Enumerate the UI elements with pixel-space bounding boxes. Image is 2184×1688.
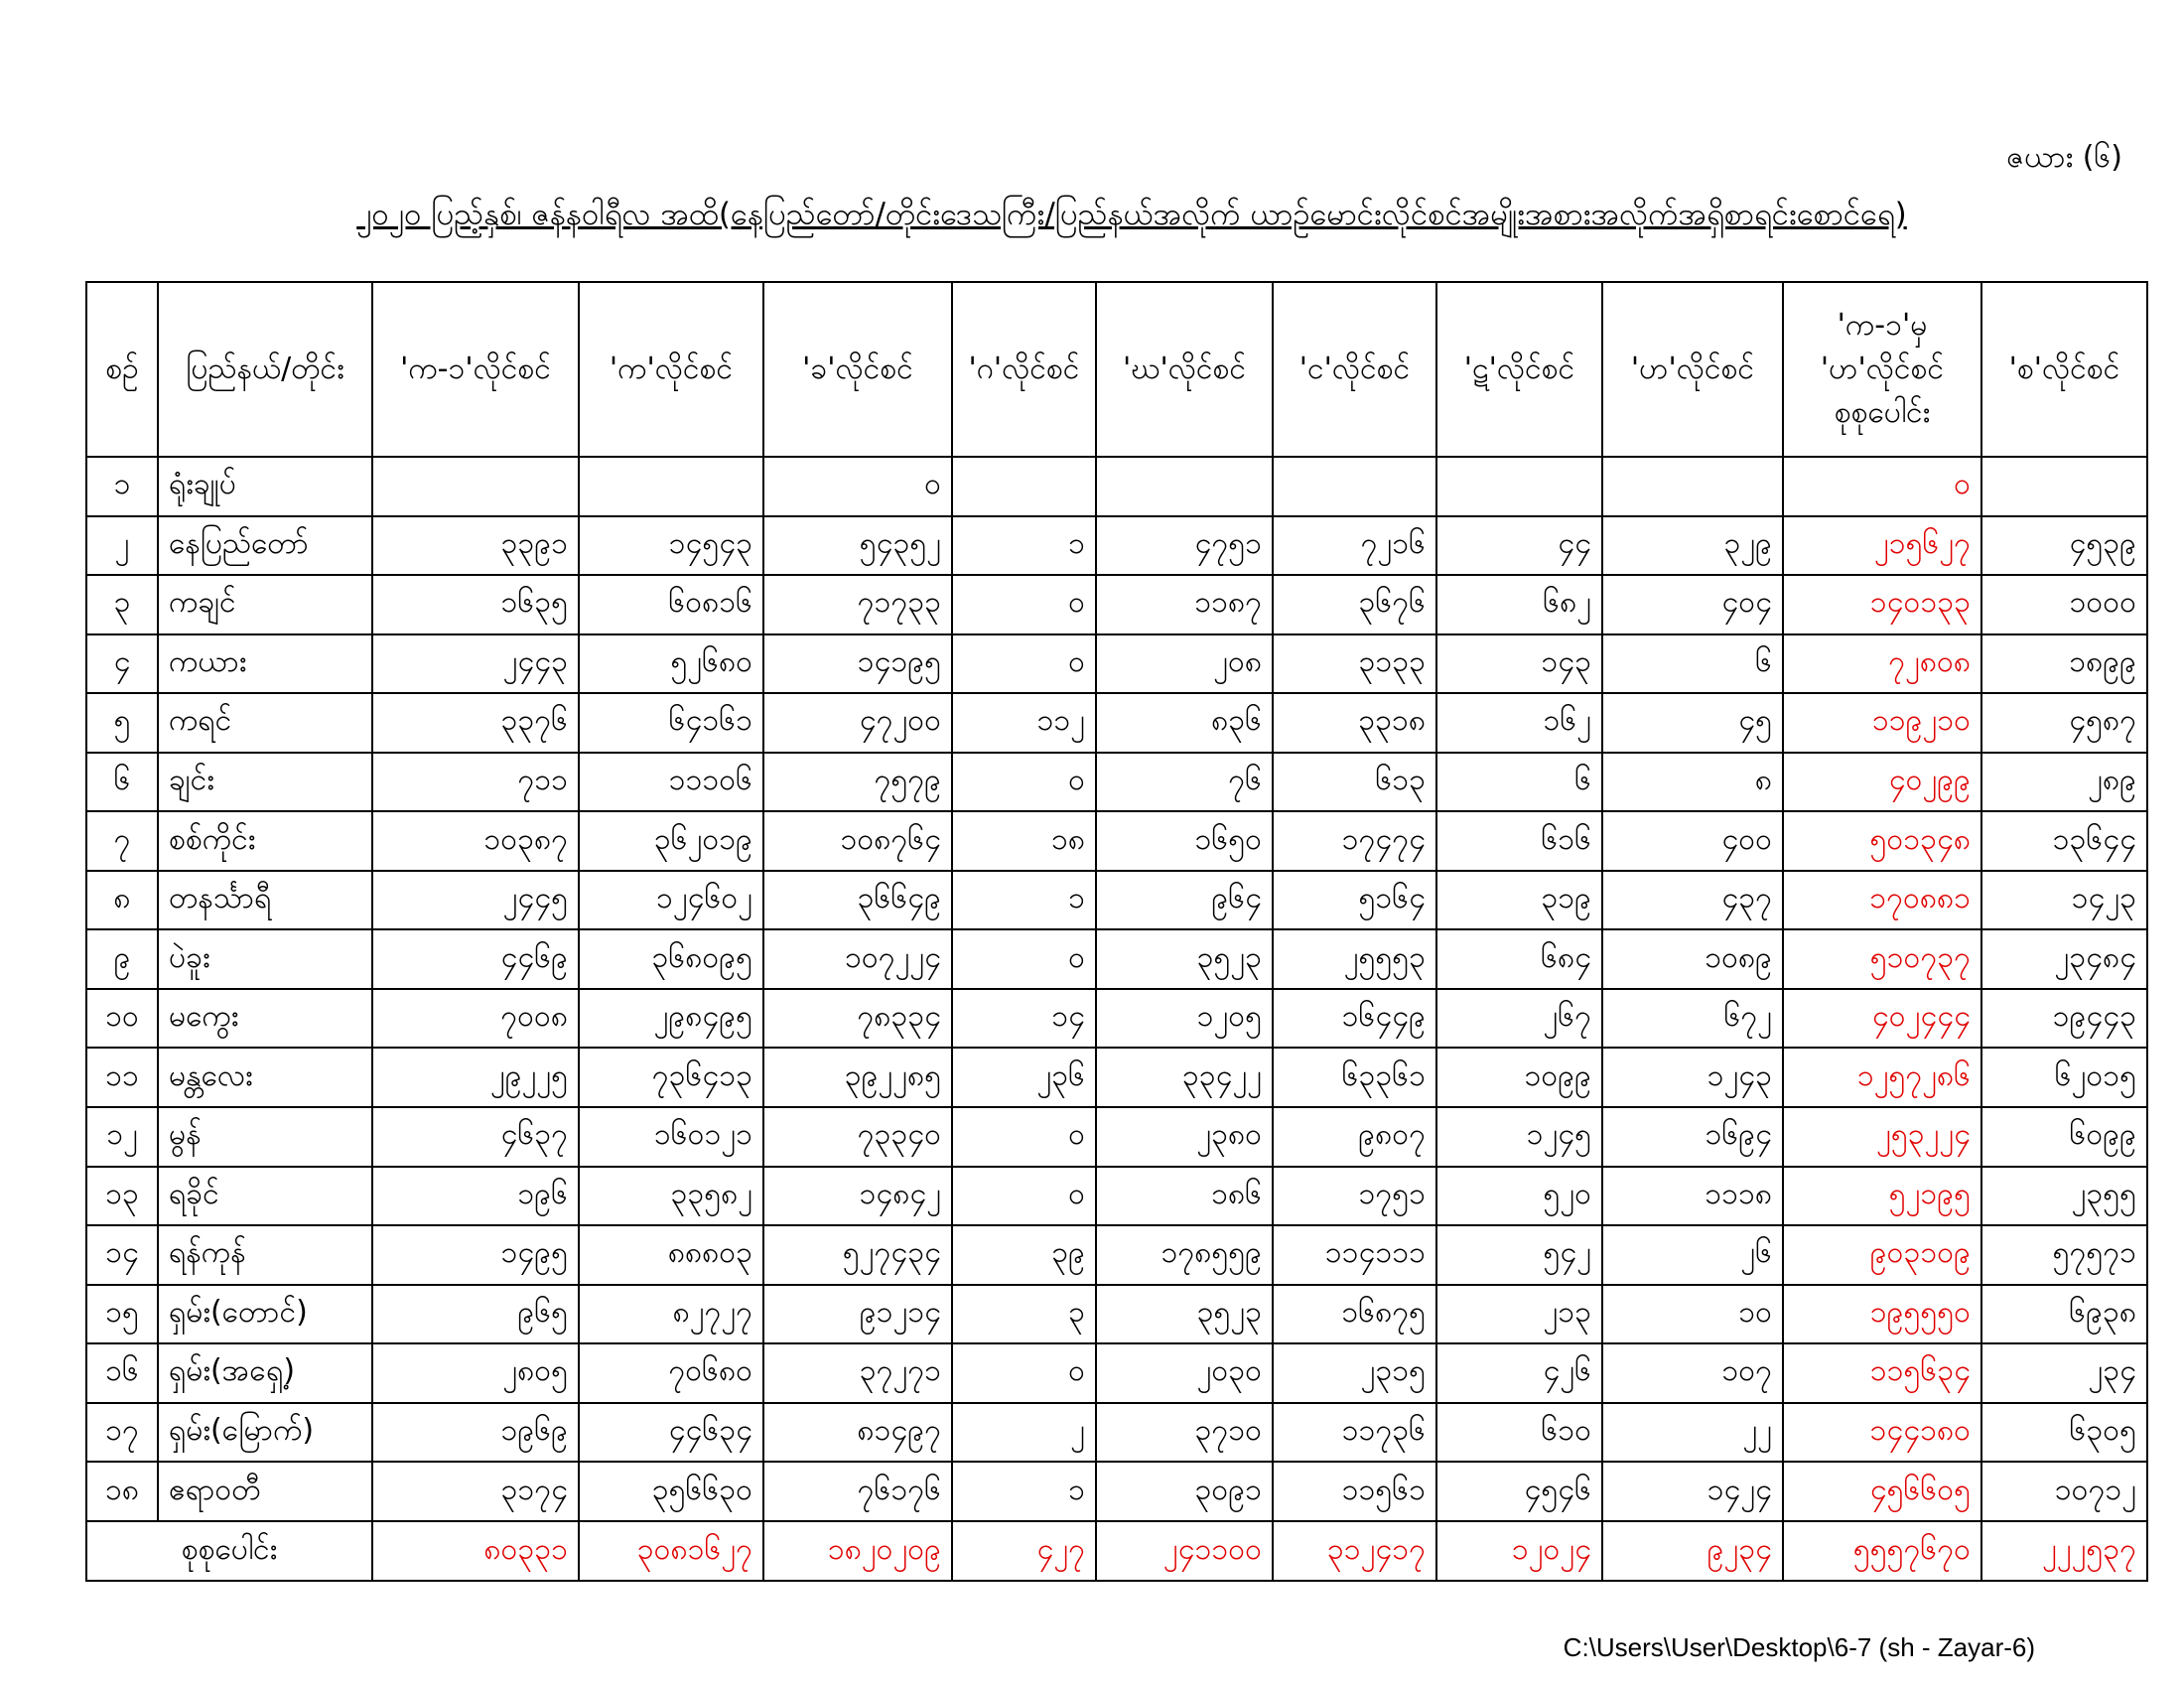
region-cell: တနင်္သာရီ [158,871,372,930]
value-cell: ၁၉၆၉ [372,1403,579,1463]
value-cell: ၂၀၈ [1096,634,1273,694]
value-cell: ၉၆၄ [1096,871,1273,930]
table-row [86,1167,2147,1226]
value-cell: ၄၄၆၃၄ [579,1403,763,1463]
value-cell: ၁၁၈၇ [1096,575,1273,634]
col-header-gha: 'ဃ'လိုင်စင် [1096,282,1273,457]
value-cell: ၁၈၆ [1096,1167,1273,1226]
serial-cell: ၆ [86,753,158,812]
value-cell: ၁ [952,1462,1096,1521]
value-cell: ၄၅ [1602,693,1783,753]
value-cell: ၇၀၀၈ [372,989,579,1049]
table-row [86,1107,2147,1167]
value-cell: ၂၃၄ [1981,1343,2147,1403]
value-cell: ၅၄၃၅၂ [763,516,952,576]
value-cell: ၁၄ [952,989,1096,1049]
value-cell: ၄၀၄ [1602,575,1783,634]
value-cell: ၁၆၅၀ [1096,811,1273,871]
value-cell: ၁၄၉၅ [372,1225,579,1285]
value-cell: ၇၃၃၄၀ [763,1107,952,1167]
value-cell: ၄၆၃၇ [372,1107,579,1167]
value-cell: ၁၁၁၈ [1602,1167,1783,1226]
value-cell: ၆၃၃၆၁ [1273,1048,1436,1107]
table-row [86,1403,2147,1463]
value-cell: ၆၀၉၉ [1981,1107,2147,1167]
value-cell: ၂၉၂၂၅ [372,1048,579,1107]
serial-cell: ၁ [86,457,158,516]
value-cell: ၂၆၇ [1436,989,1602,1049]
serial-cell: ၁၃ [86,1167,158,1226]
value-cell: ၁၉၆ [372,1167,579,1226]
value-cell: ၁၀၇၁၂ [1981,1462,2147,1521]
value-cell: ၃၆၈၀၉၅ [579,929,763,989]
value-cell: ၁၆၂ [1436,693,1602,753]
col-header-ka1: 'က-၁'လိုင်စင် [372,282,579,457]
serial-cell: ၂ [86,516,158,576]
value-cell: ၉၈၀၇ [1273,1107,1436,1167]
value-cell: ၆ [1602,634,1783,694]
value-cell: ၂၃၄၈၄ [1981,929,2147,989]
value-cell: ၉၁၂၁၄ [763,1285,952,1344]
total-label: စုစုပေါင်း [86,1521,372,1581]
serial-cell: ၁၄ [86,1225,158,1285]
total-cell: ၂၄၁၁၀၀ [1096,1521,1273,1581]
table-row [86,1048,2147,1107]
value-cell: ၂၃၈၀ [1096,1107,1273,1167]
region-cell: မကွေး [158,989,372,1049]
value-cell: ၃၅၂၃ [1096,1285,1273,1344]
value-cell: ၅၄၂ [1436,1225,1602,1285]
value-cell: ၃၅၂၃ [1096,929,1273,989]
value-cell: ၀ [952,1107,1096,1167]
row-total-cell: ၅၁၀၇၃၇ [1783,929,1981,989]
col-header-ka: 'က'လိုင်စင် [579,282,763,457]
value-cell: ၃၁၇၄ [372,1462,579,1521]
total-cell: ၃၀၈၁၆၂၇ [579,1521,763,1581]
value-cell: ၂၈၉ [1981,753,2147,812]
value-cell: ၃၆၂၀၁၉ [579,811,763,871]
license-table [85,281,2148,1582]
value-cell: ၁၂၄၅ [1436,1107,1602,1167]
value-cell: ၈၂၇၂၇ [579,1285,763,1344]
region-cell: ရန်ကုန် [158,1225,372,1285]
col-header-region: ပြည်နယ်/တိုင်း [158,282,372,457]
value-cell: ၈၈၈၀၃ [579,1225,763,1285]
serial-cell: ၁၇ [86,1403,158,1463]
table-row [86,516,2147,576]
row-total-cell: ၅၀၁၃၄၈ [1783,811,1981,871]
value-cell: ၁ [952,516,1096,576]
value-cell: ၁၂၄၆၀၂ [579,871,763,930]
value-cell: ၁၈၉၉ [1981,634,2147,694]
value-cell: ၃၉ [952,1225,1096,1285]
row-total-cell: ၄၅၆၆၀၅ [1783,1462,1981,1521]
region-cell: ရှမ်း(တောင်) [158,1285,372,1344]
col-header-tta: 'ဋ'လိုင်စင် [1436,282,1602,457]
value-cell: ၃၃၅၈၂ [579,1167,763,1226]
region-cell: ရုံးချုပ် [158,457,372,516]
value-cell [1602,457,1783,516]
table-row [86,575,2147,634]
col-header-serial: စဉ် [86,282,158,457]
value-cell: ၁၀၃၈၇ [372,811,579,871]
value-cell [372,457,579,516]
value-cell: ၃၃၄၂၂ [1096,1048,1273,1107]
value-cell: ၆၂၀၁၅ [1981,1048,2147,1107]
value-cell: ၂၄၄၅ [372,871,579,930]
region-cell: မန္တလေး [158,1048,372,1107]
value-cell: ၂၃၆ [952,1048,1096,1107]
value-cell: ၇၁၁ [372,753,579,812]
value-cell: ၆ [1436,753,1602,812]
value-cell: ၇၀၆၈၀ [579,1343,763,1403]
value-cell: ၃၃၇၆ [372,693,579,753]
row-total-cell: ၉၀၃၁၀၉ [1783,1225,1981,1285]
value-cell: ၁၀၇ [1602,1343,1783,1403]
value-cell: ၂၉၈၄၉၅ [579,989,763,1049]
value-cell: ၁၇၅၁ [1273,1167,1436,1226]
table-row [86,753,2147,812]
value-cell: ၄၀၀ [1602,811,1783,871]
value-cell: ၁၃၆၄၄ [1981,811,2147,871]
value-cell: ၆၃၀၅ [1981,1403,2147,1463]
table-row [86,1462,2147,1521]
value-cell: ၁၆၉၄ [1602,1107,1783,1167]
value-cell: ၁၁၂ [952,693,1096,753]
value-cell: ၁၄၃ [1436,634,1602,694]
serial-cell: ၈ [86,871,158,930]
value-cell: ၂၈၀၅ [372,1343,579,1403]
value-cell: ၀ [952,929,1096,989]
row-total-cell: ၄၀၂၄၄၄ [1783,989,1981,1049]
table-row [86,634,2147,694]
row-total-cell: ၁၇၀၈၈၁ [1783,871,1981,930]
total-cell: ၁၈၂၀၂၀၉ [763,1521,952,1581]
value-cell: ၂၆ [1602,1225,1783,1285]
row-total-cell: ၁၁၉၂၁၀ [1783,693,1981,753]
value-cell [1436,457,1602,516]
region-cell: ကရင် [158,693,372,753]
table-row [86,1225,2147,1285]
value-cell: ၁၆၈၇၅ [1273,1285,1436,1344]
value-cell: ၂၃၅၅ [1981,1167,2147,1226]
value-cell: ၇၈၃၃၄ [763,989,952,1049]
value-cell: ၇၆ [1096,753,1273,812]
value-cell: ၆၇၂ [1602,989,1783,1049]
region-cell: ကယား [158,634,372,694]
value-cell: ၂၁၃ [1436,1285,1602,1344]
value-cell: ၂၅၅၅၃ [1273,929,1436,989]
value-cell: ၃၂၉ [1602,516,1783,576]
value-cell: ၆၉၃၈ [1981,1285,2147,1344]
row-total-cell: ၁၂၅၇၂၈၆ [1783,1048,1981,1107]
value-cell: ၄၇၅၁ [1096,516,1273,576]
value-cell: ၉၆၅ [372,1285,579,1344]
value-cell: ၁၀၈၇၆၄ [763,811,952,871]
serial-cell: ၉ [86,929,158,989]
value-cell: ၄၅၃၉ [1981,516,2147,576]
value-cell: ၂၄၄၃ [372,634,579,694]
value-cell: ၁၀၈၉ [1602,929,1783,989]
region-cell: ရှမ်း(အရှေ့) [158,1343,372,1403]
value-cell: ၂၂ [1602,1403,1783,1463]
value-cell: ၄၄၆၉ [372,929,579,989]
value-cell: ၁၀၀၀ [1981,575,2147,634]
value-cell: ၁၄၈၄၂ [763,1167,952,1226]
value-cell: ၁ [952,871,1096,930]
region-cell: မွန် [158,1107,372,1167]
value-cell: ၃၆၆၄၉ [763,871,952,930]
value-cell: ၂ [952,1403,1096,1463]
row-total-cell: ၂၅၃၂၂၄ [1783,1107,1981,1167]
value-cell: ၁၀ [1602,1285,1783,1344]
value-cell: ၆၁၆ [1436,811,1602,871]
value-cell: ၅၁၆၄ [1273,871,1436,930]
value-cell: ၁၁၇၃၆ [1273,1403,1436,1463]
total-cell: ၄၂၇ [952,1521,1096,1581]
value-cell [952,457,1096,516]
value-cell: ၈၃၆ [1096,693,1273,753]
value-cell [579,457,763,516]
value-cell: ၁၁၁၀၆ [579,753,763,812]
row-total-cell: ၁၄၀၁၃၃ [1783,575,1981,634]
value-cell: ၄၇၂၀၀ [763,693,952,753]
total-cell: ၃၁၂၄၁၇ [1273,1521,1436,1581]
value-cell: ၁၇၈၅၅၉ [1096,1225,1273,1285]
serial-cell: ၃ [86,575,158,634]
row-total-cell: ၁၄၄၁၈၀ [1783,1403,1981,1463]
value-cell: ၁၀၉၉ [1436,1048,1602,1107]
value-cell: ၇၆၁၇၆ [763,1462,952,1521]
row-total-cell: ၄၀၂၉၉ [1783,753,1981,812]
value-cell: ၇၂၁၆ [1273,516,1436,576]
row-total-cell: ၁၉၅၅၅၀ [1783,1285,1981,1344]
total-cell: ၈၀၃၃၁ [372,1521,579,1581]
region-cell: ကချင် [158,575,372,634]
value-cell: ၀ [952,753,1096,812]
value-cell: ၀ [952,1343,1096,1403]
value-cell: ၁၇၄၇၄ [1273,811,1436,871]
row-total-cell: ၅၂၁၉၅ [1783,1167,1981,1226]
value-cell: ၆၄၁၆၁ [579,693,763,753]
value-cell: ၆၁၃ [1273,753,1436,812]
total-cell: ၅၅၅၇၆၇၀ [1783,1521,1981,1581]
value-cell: ၁၂၄၃ [1602,1048,1783,1107]
value-cell: ၃၇၂၇၁ [763,1343,952,1403]
value-cell: ၄၅၈၇ [1981,693,2147,753]
table-row [86,457,2147,516]
value-cell [1981,457,2147,516]
serial-cell: ၁၅ [86,1285,158,1344]
value-cell: ၁၁၄၁၁၁ [1273,1225,1436,1285]
col-header-nga: 'င'လိုင်စင် [1273,282,1436,457]
value-cell: ၃၅၆၆၃၀ [579,1462,763,1521]
serial-cell: ၁၂ [86,1107,158,1167]
table-number: ဇယား (၆) [2006,140,2122,175]
value-cell: ၃၃၉၁ [372,516,579,576]
value-cell: ၁၀၇၂၂၄ [763,929,952,989]
value-cell: ၃၁၉ [1436,871,1602,930]
row-total-cell: ၇၂၈၀၈ [1783,634,1981,694]
region-cell: ရှမ်း(မြောက်) [158,1403,372,1463]
value-cell: ၁၈ [952,811,1096,871]
total-cell: ၂၂၂၅၃၇ [1981,1521,2147,1581]
serial-cell: ၁၀ [86,989,158,1049]
table-row [86,929,2147,989]
value-cell: ၅၂၆၈၀ [579,634,763,694]
value-cell: ၄၂၆ [1436,1343,1602,1403]
serial-cell: ၁၆ [86,1343,158,1403]
value-cell: ၁၄၂၄ [1602,1462,1783,1521]
serial-cell: ၇ [86,811,158,871]
value-cell: ၂၃၁၅ [1273,1343,1436,1403]
header-row [86,282,2147,457]
value-cell: ၅၇၅၇၁ [1981,1225,2147,1285]
table-row [86,693,2147,753]
value-cell: ၆၈၄ [1436,929,1602,989]
table-row [86,1285,2147,1344]
value-cell: ၃၆၇၆ [1273,575,1436,634]
value-cell: ၆၀၈၁၆ [579,575,763,634]
value-cell: ၄၃၇ [1602,871,1783,930]
serial-cell: ၁၈ [86,1462,158,1521]
value-cell: ၁၆၀၁၂၁ [579,1107,763,1167]
table-row [86,811,2147,871]
total-cell: ၉၂၃၄ [1602,1521,1783,1581]
serial-cell: ၄ [86,634,158,694]
value-cell: ၁၆၄၄၉ [1273,989,1436,1049]
value-cell [1273,457,1436,516]
value-cell: ၇၁၇၃၃ [763,575,952,634]
table-row [86,1343,2147,1403]
region-cell: စစ်ကိုင်း [158,811,372,871]
value-cell: ၁၆၃၅ [372,575,579,634]
value-cell [1096,457,1273,516]
region-cell: ဧရာဝတီ [158,1462,372,1521]
value-cell: ၄၄ [1436,516,1602,576]
value-cell: ၃၃၁၈ [1273,693,1436,753]
value-cell: ၁၄၅၄၃ [579,516,763,576]
value-cell: ၇၅၇၉ [763,753,952,812]
value-cell: ၀ [952,634,1096,694]
table-row [86,989,2147,1049]
row-total-cell: ၀ [1783,457,1981,516]
value-cell: ၈ [1602,753,1783,812]
value-cell: ၇၃၆၄၁၃ [579,1048,763,1107]
region-cell: ရခိုင် [158,1167,372,1226]
document-title: ၂၀၂၀ ပြည့်နှစ်၊ ဇန်နဝါရီလ အထိ(နေပြည်တော်/တိုင်းဒေသကြီး/ပြည်နယ်အလိုက် ယာဉ်မောင်းလိုင်စင်အမျိုးအစားအလိုက်အရှိစာရင်းစောင်ရေ) [356,197,1907,232]
value-cell: ၅၂၇၄၃၄ [763,1225,952,1285]
value-cell: ၃၇၁၀ [1096,1403,1273,1463]
col-header-ga: 'ဂ'လိုင်စင် [952,282,1096,457]
value-cell: ၂၀၃၀ [1096,1343,1273,1403]
value-cell: ၃၀၉၁ [1096,1462,1273,1521]
value-cell: ၃၉၂၂၈၅ [763,1048,952,1107]
serial-cell: ၁၁ [86,1048,158,1107]
value-cell: ၆၁၀ [1436,1403,1602,1463]
value-cell: ၈၁၄၉၇ [763,1403,952,1463]
value-cell: ၁၄၂၃ [1981,871,2147,930]
value-cell: ၁၂၀၅ [1096,989,1273,1049]
serial-cell: ၅ [86,693,158,753]
col-header-sa: 'စ'လိုင်စင် [1981,282,2147,457]
value-cell: ၀ [952,1167,1096,1226]
file-path-footer: C:\Users\User\Desktop\6-7 (sh - Zayar-6) [1563,1632,2035,1662]
value-cell: ၄၅၄၆ [1436,1462,1602,1521]
region-cell: ချင်း [158,753,372,812]
value-cell: ၆၈၂ [1436,575,1602,634]
value-cell: ၁၄၁၉၅ [763,634,952,694]
col-header-kha: 'ခ'လိုင်စင် [763,282,952,457]
col-header-total: 'က-၁'မှ 'ဟ'လိုင်စင် စုစုပေါင်း [1783,282,1981,457]
value-cell: ၁၉၄၄၃ [1981,989,2147,1049]
region-cell: နေပြည်တော် [158,516,372,576]
table-row [86,871,2147,930]
totals-row [86,1521,2147,1581]
value-cell: ၅၂၀ [1436,1167,1602,1226]
value-cell: ၀ [763,457,952,516]
value-cell: ၃၁၃၃ [1273,634,1436,694]
value-cell: ၀ [952,575,1096,634]
value-cell: ၁၁၅၆၁ [1273,1462,1436,1521]
region-cell: ပဲခူး [158,929,372,989]
total-cell: ၁၂၀၂၄ [1436,1521,1602,1581]
value-cell: ၃ [952,1285,1096,1344]
row-total-cell: ၁၁၅၆၃၄ [1783,1343,1981,1403]
row-total-cell: ၂၁၅၆၂၇ [1783,516,1981,576]
col-header-ha: 'ဟ'လိုင်စင် [1602,282,1783,457]
